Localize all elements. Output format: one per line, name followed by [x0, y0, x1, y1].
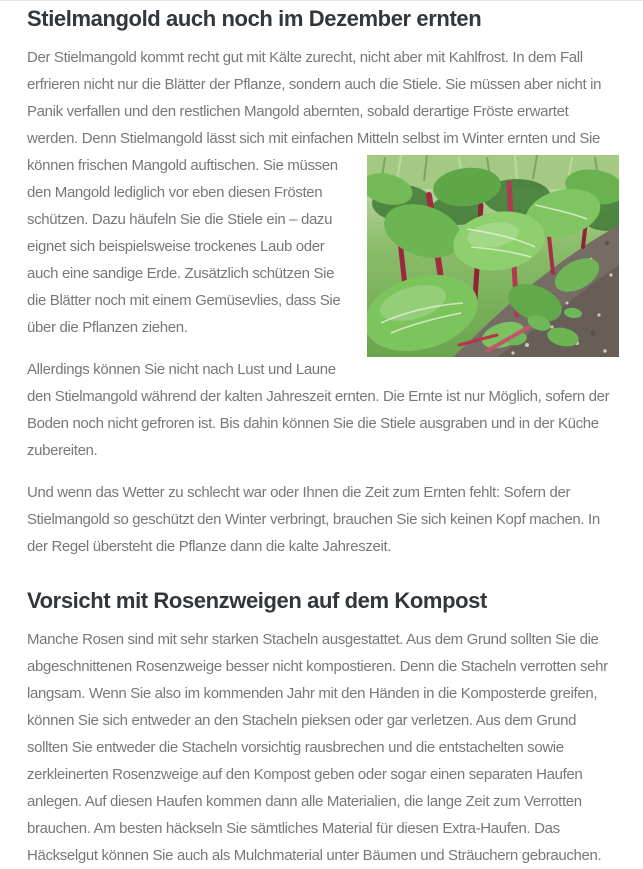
paragraph-text-before-image: Der Stielmangold kommt recht gut mit Kälte zurecht, nicht aber mit Kahlfrost. In dem Fall erfrieren nicht nur die Blätter der Pflanze, sondern auch die Stiele. Sie müssen aber nicht in Panik verfallen und den restlichen Mangold abernten, sobald derartige Fröste erwartet werden. Denn Stielmangold lässt sich mit einfachen Mitteln selbst im Winter ernten und Sie — [27, 49, 602, 147]
mangold-photo-illustration — [367, 155, 619, 357]
paragraph-text-after-image: können frischen Mangold auftischen. Sie müssen den Mangold lediglich vor eben diesen Frösten schützen. Dazu häufeln Sie die Stiele ein – dazu eignet sich beispielsweise trockenes Laub oder auch eine sandige Erde. Zusätzlich schützen Sie die Blätter noch mit einem Gemüsevlies, dass Sie über die Pflanzen ziehen. — [27, 157, 341, 336]
paragraph-rosenzweige-1: Manche Rosen sind mit sehr starken Stacheln ausgestattet. Aus dem Grund sollten Sie die abgeschnittenen Rosenzweige besser nicht kompostieren. Denn die Stacheln verrotten sehr langsam. Wenn Sie also im kommenden Jahr mit den Händen in die Komposterde greifen, können Sie sich entweder an den Stacheln pieksen oder gar verletzen. Aus dem Grund sollten Sie entweder die Stacheln vorsichtig rausbrechen und die entstachelten sowie zerkleinerten Rosenzweige auf den Kompost geben oder sogar einen separaten Haufen anlegen. Auf diesen Haufen kommen dann alle Materialien, die lange Zeit zum Verrotten brauchen. Am besten häckseln Sie sämtliches Material für diesen Extra-Haufen. Das Häckselgut können Sie auch als Mulchmaterial unter Bäumen und Sträuchern gebrauchen. — [27, 631, 608, 864]
paragraph-mangold-1 — [27, 44, 619, 341]
paragraph-mangold-3: Und wenn das Wetter zu schlecht war oder Ihnen die Zeit zum Ernten fehlt: Sofern der Stielmangold so geschützt den Winter verbringt, brauchen Sie sich keinen Kopf machen. In der Regel übersteht die Pflanze dann die kalte Jahreszeit. — [27, 484, 600, 555]
article-photo-mangold — [367, 155, 619, 357]
article-heading-mangold: Stielmangold auch noch im Dezember ernten — [27, 6, 482, 31]
article-content — [0, 1, 643, 869]
article-heading-rosenzweige: Vorsicht mit Rosenzweigen auf dem Kompost — [27, 588, 487, 613]
paragraph-mangold-2: Allerdings können Sie nicht nach Lust und Laune den Stielmangold während der kalten Jahreszeit ernten. Die Ernte ist nur Möglich, sofern der Boden noch nicht gefroren ist. Bis dahin können Sie die Stiele ausgraben und in der Küche zubereiten. — [27, 361, 610, 459]
